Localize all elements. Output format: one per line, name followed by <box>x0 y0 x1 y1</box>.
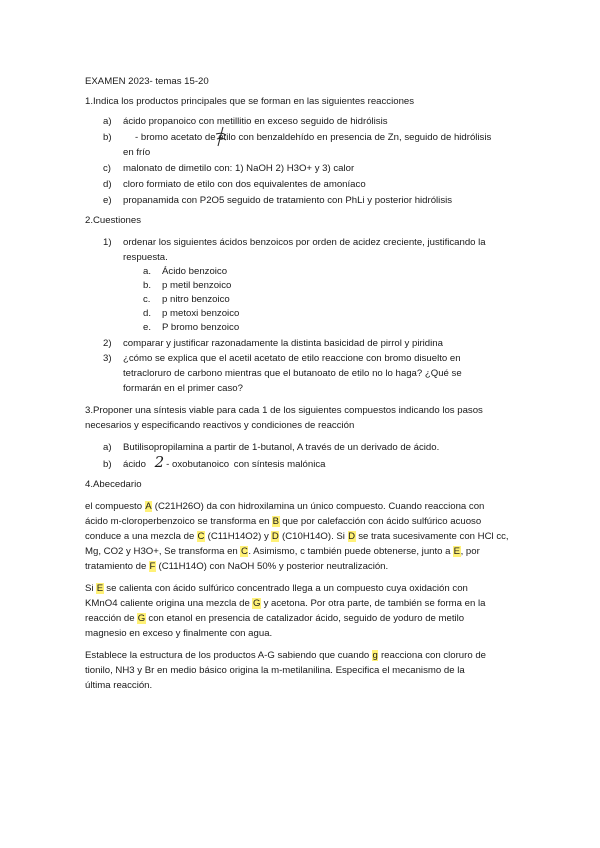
highlight-D: D <box>271 531 279 542</box>
q1-item-c <box>103 163 354 175</box>
q1-item-c-marker: c) <box>103 163 111 174</box>
q4-p3-line-1 <box>85 650 486 662</box>
q1-heading: 1.Indica los productos principales que se forman en las siguientes reacciones <box>85 96 415 107</box>
q3-item-b-marker: b) <box>103 459 112 470</box>
q2-sub-d-text: p metoxi benzoico <box>162 308 240 319</box>
q1-item-d <box>103 179 366 191</box>
q1-item-d-marker: d) <box>103 179 112 190</box>
q3-item-b-handwritten: 2 <box>154 453 165 471</box>
text-segment: Establece la estructura de los productos A-G sabiendo que cuando <box>85 650 372 661</box>
q4-p1-line-5 <box>85 561 388 573</box>
q1-item-a-marker: a) <box>103 116 112 127</box>
q4-p2-line-4: magnesio en exceso y finalmente con agua. <box>85 628 273 639</box>
q2-sub-b-marker: b. <box>143 280 152 291</box>
q1-item-e-text: propanamida con P2O5 seguido de tratamiento con PhLi y posterior hidrólisis <box>123 195 453 206</box>
q2-item-3-line-3: formarán en el primer caso? <box>123 383 243 394</box>
q1-item-d-text: cloro formiato de etilo con dos equivalentes de amoníaco <box>123 179 366 190</box>
q4-p3-line-3: última reacción. <box>85 680 153 691</box>
text-segment: Si <box>85 583 97 594</box>
handwritten-mark-icon <box>214 126 228 148</box>
text-segment: Mg, CO2 y H3O+, Se transforma en <box>85 546 241 557</box>
highlight-B: B <box>272 516 280 527</box>
highlight-g: g <box>372 650 378 661</box>
q3-heading-line-2: necesarios y especificando reactivos y condiciones de reacción <box>85 420 355 431</box>
q1-item-c-text: malonato de dimetilo con: 1) NaOH 2) H3O+ y 3) calor <box>123 163 355 174</box>
q2-sub-a-text: Ácido benzoico <box>162 266 228 277</box>
q4-p1-line-3 <box>85 531 509 543</box>
q4-p1-line-4 <box>85 546 480 558</box>
q3-heading-line-1: 3.Proponer una síntesis viable para cada 1 de los siguientes compuestos indicando los pasos <box>85 405 483 416</box>
text-segment: que por calefacción con ácido sulfúrico acuoso <box>279 516 482 527</box>
text-segment: (C11H14O) con NaOH 50% y posterior neutralización. <box>155 561 389 572</box>
q2-sub-d-marker: d. <box>143 308 152 319</box>
text-segment: (C10H14O). Si <box>279 531 348 542</box>
q2-item-3 <box>103 353 461 365</box>
q3-item-a-marker: a) <box>103 442 112 453</box>
q3-item-b-post: con síntesis malónica <box>233 459 326 470</box>
q3-item-a <box>103 442 439 454</box>
highlight-C: C <box>197 531 205 542</box>
q1-item-e-marker: e) <box>103 195 112 206</box>
q2-item-2 <box>103 338 443 350</box>
q4-p1-line-1 <box>85 501 484 513</box>
q2-item-1 <box>103 237 486 249</box>
q2-sub-e-text: P bromo benzoico <box>162 322 240 333</box>
text-segment: se calienta con ácido sulfúrico concentrado llega a un compuesto cuya oxidación con <box>103 583 468 594</box>
q1-item-a <box>103 116 388 128</box>
text-segment: reacciona con cloruro de <box>378 650 487 661</box>
q2-sub-e-marker: e. <box>143 322 152 333</box>
q2-item-3-line-2: tetracloruro de carbono mientras que el butanoato de etilo no lo haga? ¿Qué se <box>123 368 462 379</box>
q1-item-b-text: - bromo acetato de etilo con benzaldehído en presencia de Zn, seguido de hidrólisis <box>135 132 492 143</box>
exam-title: EXAMEN 2023- temas 15-20 <box>85 76 209 87</box>
q2-sub-c <box>143 294 230 306</box>
text-segment: . Asimismo, c también puede obtenerse, junto a <box>248 546 454 557</box>
q2-sub-c-marker: c. <box>143 294 151 305</box>
q3-item-b-pre: ácido <box>123 459 146 470</box>
q2-sub-a-marker: a. <box>143 266 152 277</box>
q4-p2-line-2 <box>85 598 485 610</box>
text-segment: (C21H26O) da con hidroxilamina un único compuesto. Cuando reacciona con <box>152 501 485 512</box>
q2-sub-b-text: p metil benzoico <box>162 280 232 291</box>
q2-item-1-cont: respuesta. <box>123 252 168 263</box>
text-segment: (C11H14O2) y <box>204 531 272 542</box>
q2-item-2-text: comparar y justificar razonadamente la distinta basicidad de pirrol y piridina <box>123 338 443 349</box>
q2-sub-b <box>143 280 231 292</box>
q2-item-3-marker: 3) <box>103 353 112 364</box>
q4-p2-line-3 <box>85 613 464 625</box>
q4-heading: 4.Abecedario <box>85 479 142 490</box>
q2-item-1-text: ordenar los siguientes ácidos benzoicos por orden de acidez creciente, justificando la <box>123 237 486 248</box>
q1-item-b-cont: en frío <box>123 147 151 158</box>
q2-sub-d <box>143 308 239 320</box>
q2-item-1-marker: 1) <box>103 237 112 248</box>
text-segment: y acetona. Por otra parte, de también se forma en la <box>260 598 486 609</box>
highlight-E: E <box>453 546 461 557</box>
text-segment: ácido m-cloroperbenzoico se transforma en <box>85 516 273 527</box>
q1-item-b <box>103 132 491 144</box>
q4-p3-line-2: tionilo, NH3 y Br en medio básico origina la m-metilanilina. Especifica el mecanismo de la <box>85 665 465 676</box>
q3-item-b <box>103 453 326 471</box>
q4-p2-line-1 <box>85 583 468 595</box>
highlight-G: G <box>252 598 261 609</box>
text-segment: reacción de <box>85 613 138 624</box>
q2-sub-e <box>143 322 239 334</box>
text-segment: el compuesto <box>85 501 145 512</box>
text-segment: con etanol en presencia de catalizador ácido, seguido de yoduro de metilo <box>145 613 465 624</box>
text-segment: conduce a una mezcla de <box>85 531 198 542</box>
q2-item-2-marker: 2) <box>103 338 112 349</box>
highlight-G: G <box>137 613 146 624</box>
highlight-C: C <box>240 546 248 557</box>
q4-p1-line-2 <box>85 516 481 528</box>
q2-sub-a <box>143 266 227 278</box>
text-segment: tratamiento de <box>85 561 149 572</box>
highlight-D: D <box>348 531 356 542</box>
text-segment: KMnO4 caliente origina una mezcla de <box>85 598 253 609</box>
highlight-E: E <box>96 583 104 594</box>
q3-item-a-text: Butilisopropilamina a partir de 1-butanol, A través de un derivado de ácido. <box>123 442 440 453</box>
q1-item-a-text: ácido propanoico con metillitio en exceso seguido de hidrólisis <box>123 116 388 127</box>
q1-item-e <box>103 195 452 207</box>
q3-item-b-mid: - oxobutanoico <box>166 459 230 470</box>
q1-item-b-marker: b) <box>103 132 112 143</box>
text-segment: se trata sucesivamente con HCl cc, <box>355 531 509 542</box>
highlight-F: F <box>149 561 156 572</box>
q2-item-3-line-1: ¿cómo se explica que el acetil acetato de etilo reaccione con bromo disuelto en <box>123 353 461 364</box>
highlight-A: A <box>145 501 152 512</box>
q2-heading: 2.Cuestiones <box>85 215 141 226</box>
text-segment: , por <box>460 546 480 557</box>
q2-sub-c-text: p nitro benzoico <box>162 294 230 305</box>
